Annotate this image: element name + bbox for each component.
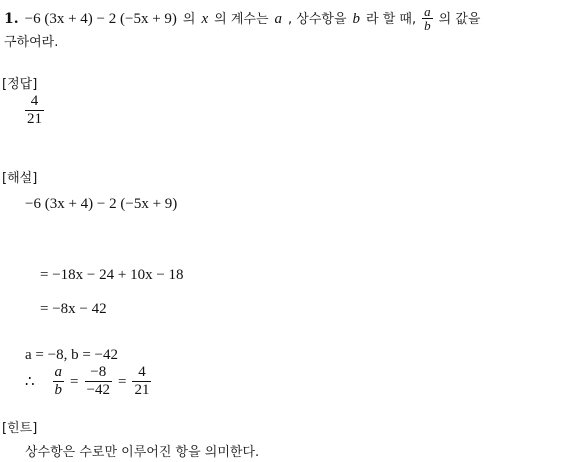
solution-f3-num: 4 (132, 365, 151, 382)
solution-eq-2: = (117, 373, 127, 390)
hint-label: [힌트] (2, 421, 38, 436)
problem-line-2: 구하여라. (4, 35, 59, 50)
problem-expression: −6 (3x + 4) − 2 (−5x + 9) (24, 10, 177, 27)
answer-label: [정답] (2, 77, 38, 92)
problem-var-x: x (201, 10, 209, 27)
problem-text-mid2: , 상수항을 (288, 11, 347, 27)
problem-text-prefix: 의 (182, 11, 196, 27)
solution-line-1: −6 (3x + 4) − 2 (−5x + 9) (25, 196, 178, 212)
problem-number: 1. (4, 11, 19, 27)
solution-f1-den: b (54, 382, 63, 399)
problem-text-mid3: 라 할 때, (366, 11, 417, 27)
therefore-symbol: ∴ (25, 373, 35, 390)
solution-label: [해설] (2, 171, 38, 186)
solution-line-4: a = −8, b = −42 (25, 347, 118, 363)
problem-frac-den: b (424, 18, 431, 34)
problem-fraction (422, 5, 433, 34)
answer-den: 21 (27, 110, 42, 127)
solution-line-2: = −18x − 24 + 10x − 18 (40, 267, 184, 283)
solution-f3-den: 21 (134, 382, 150, 399)
problem-text-end: 의 값을 (438, 11, 481, 27)
solution-eq-1: = (70, 373, 79, 390)
problem-frac-num: a (424, 3, 431, 19)
solution-therefore-line (25, 362, 151, 402)
answer-fraction (25, 94, 44, 127)
solution-f1-num: a (54, 364, 63, 381)
problem-var-a: a (274, 10, 283, 27)
problem-var-b: b (352, 10, 361, 27)
answer-num: 4 (25, 94, 44, 111)
hint-text: 상수항은 수로만 이루어진 항을 의미한다. (25, 445, 260, 460)
problem-text-mid1: 의 계수는 (214, 11, 269, 27)
solution-f2-den: −42 (86, 382, 110, 399)
solution-f2-num: −8 (85, 365, 112, 382)
problem-line-1 (4, 3, 481, 34)
solution-line-3: = −8x − 42 (40, 301, 107, 317)
